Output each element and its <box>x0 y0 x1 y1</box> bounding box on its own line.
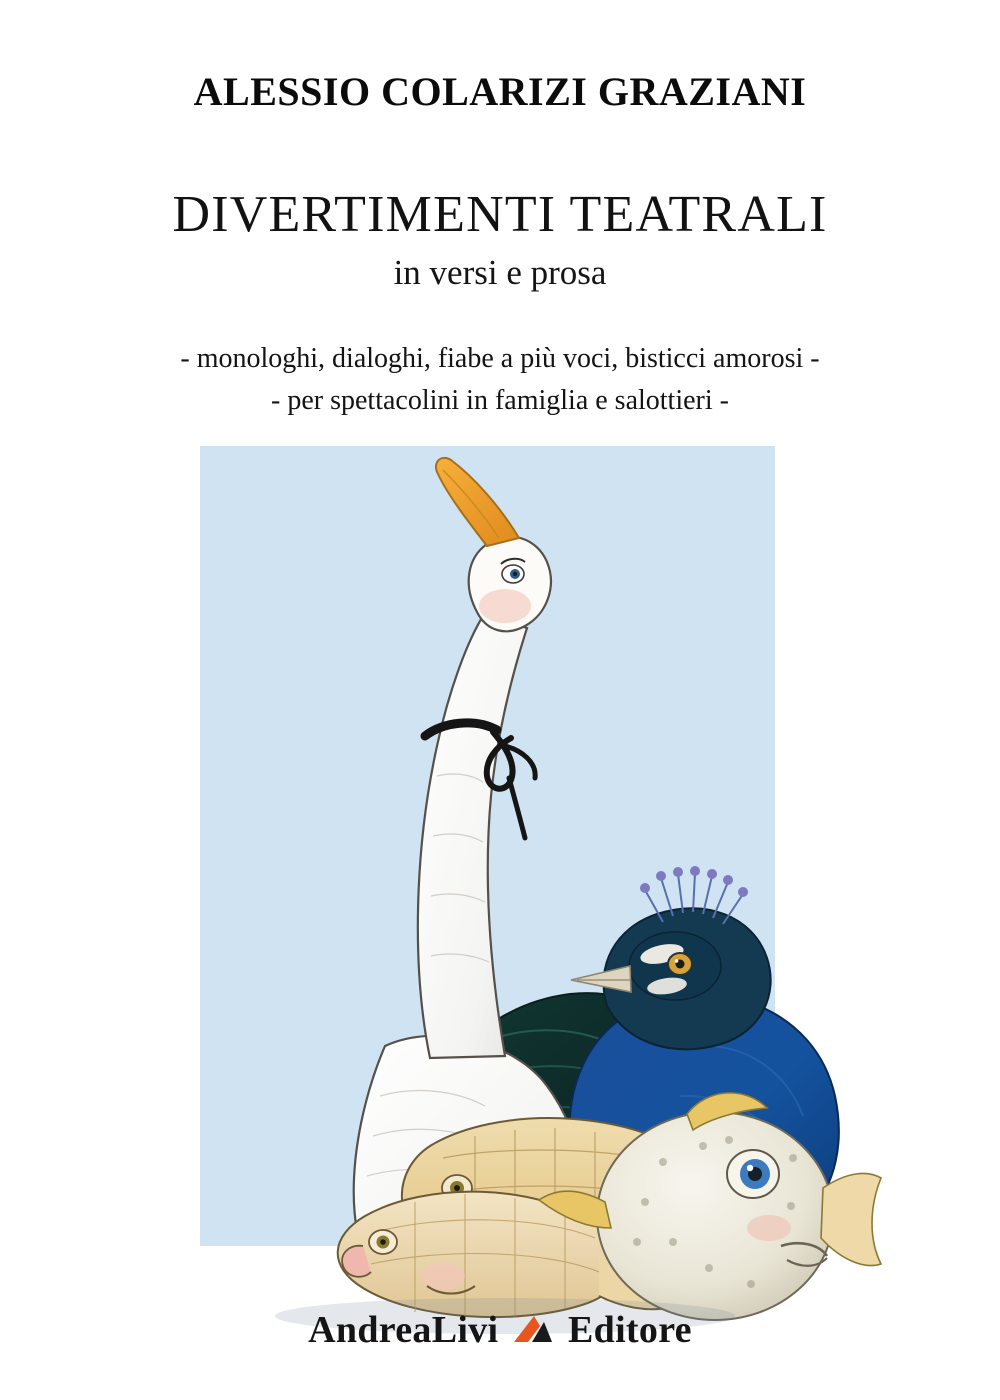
publisher-suffix: Editore <box>568 1309 692 1351</box>
publisher-mark-icon <box>510 1312 556 1348</box>
publisher-name: AndreaLivi <box>308 1309 499 1351</box>
book-subtitle: in versi e prosa <box>393 253 607 293</box>
title-block <box>0 186 1000 293</box>
description-line-1: - monologhi, dialoghi, fiabe a più voci, bisticci amorosi - <box>180 343 820 374</box>
publisher-logo <box>0 1306 1000 1352</box>
author-name: ALESSIO COLARIZI GRAZIANI <box>193 69 807 114</box>
illustration-artwork <box>175 446 815 1276</box>
book-title: DIVERTIMENTI TEATRALI <box>172 186 828 243</box>
cover-illustration <box>200 446 775 1246</box>
description-line-2: - per spettacolini in famiglia e salottieri - <box>271 385 729 416</box>
description-block <box>0 338 1000 422</box>
